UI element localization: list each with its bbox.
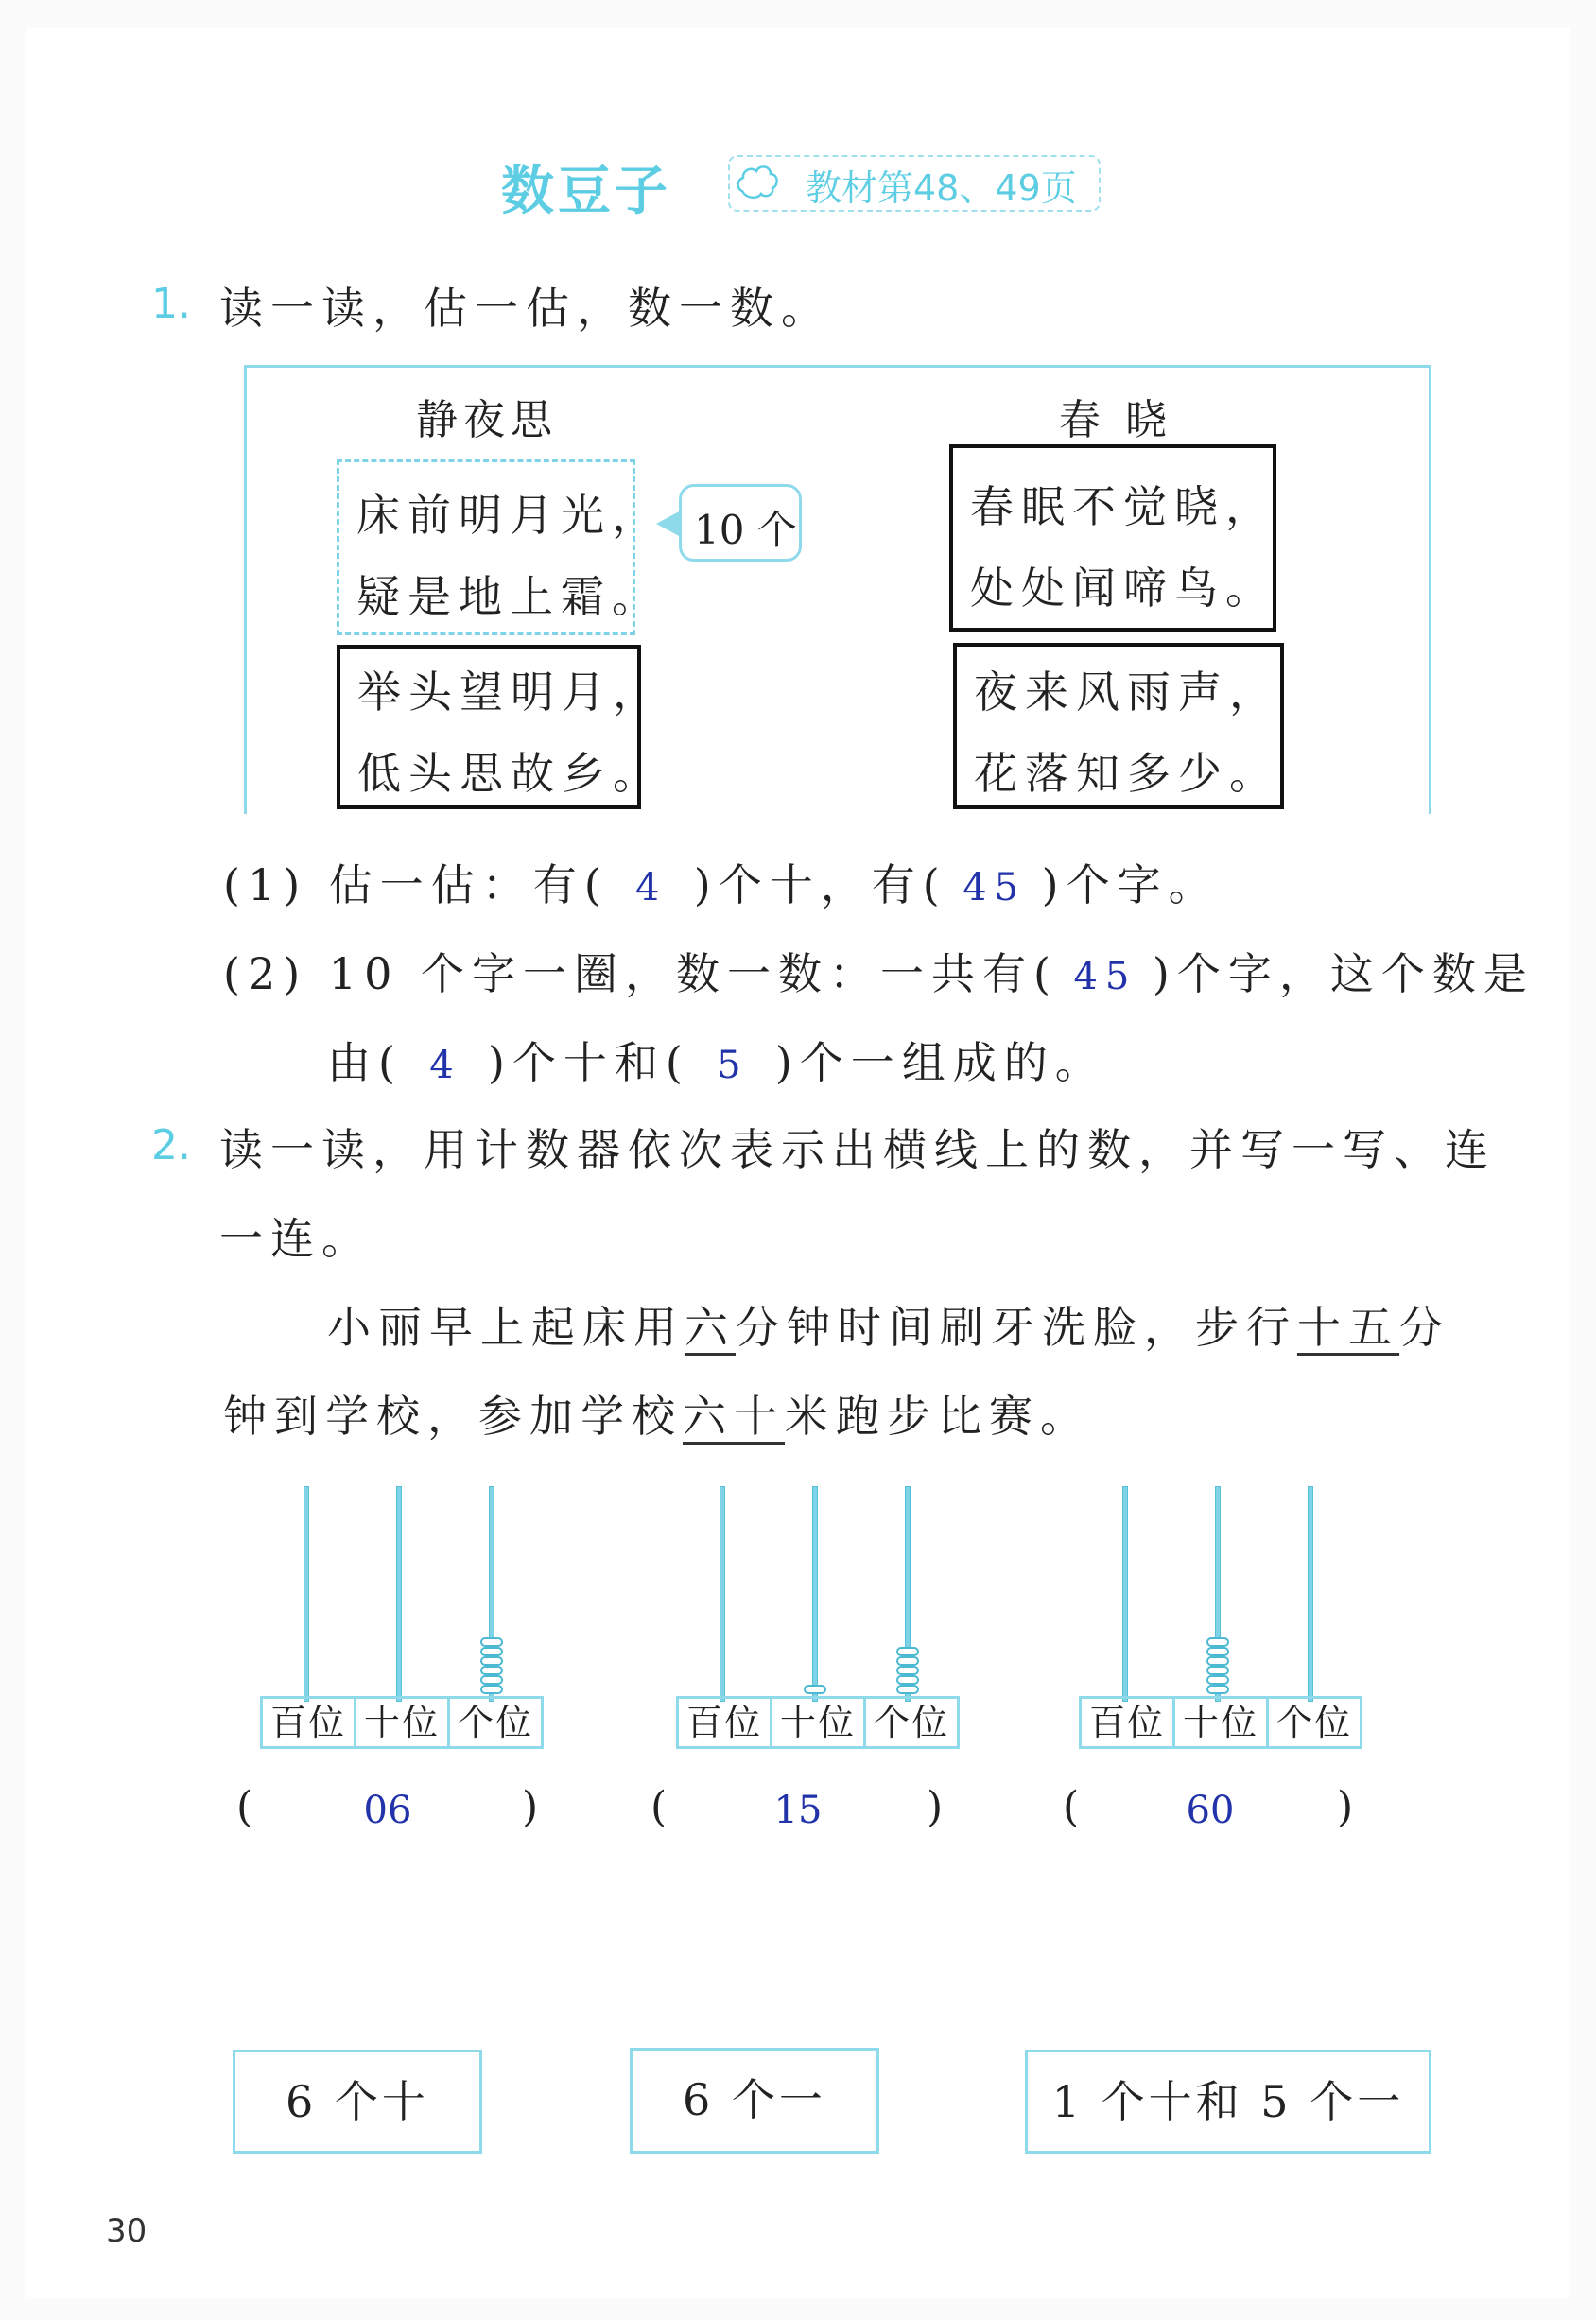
bubble-tail — [656, 511, 681, 537]
place-label-ones: 个位 — [1275, 1702, 1352, 1743]
sub-question-2-line-2 — [327, 1029, 1106, 1091]
question-2-number: 2. — [151, 1121, 191, 1169]
question-1-number: 1. — [151, 280, 191, 328]
abacus-2 — [671, 1475, 964, 1758]
poem-line: 举头望明月， — [357, 667, 664, 718]
poem-2-group-1 — [949, 444, 1276, 632]
sub-question-1 — [223, 851, 1220, 913]
place-label-hundreds: 百位 — [263, 1699, 356, 1746]
question-2-text-line-2: 一连。 — [219, 1213, 373, 1264]
place-label-hundreds: 百位 — [679, 1699, 772, 1746]
abacus-rod-tens — [396, 1486, 402, 1702]
sub-question-2-text-b: )个字，这个数是 — [1152, 948, 1535, 999]
abacus-bead — [480, 1675, 503, 1685]
page-title: 数豆子 — [501, 161, 671, 222]
poem-1-group-1 — [337, 459, 663, 635]
abacus-bead — [896, 1656, 919, 1666]
poem-line: 花落知多少。 — [974, 748, 1280, 799]
sub-question-2-text-d: )个十和( — [487, 1037, 690, 1088]
abacus-bead — [896, 1675, 919, 1685]
place-value-labels — [260, 1696, 544, 1749]
place-label-tens: 十位 — [1175, 1699, 1269, 1746]
paren-close: ) — [927, 1783, 944, 1831]
place-label-tens: 十位 — [356, 1699, 450, 1746]
poem-line: 夜来风雨声， — [974, 667, 1280, 718]
sub-question-1-text-c: )个字。 — [1041, 859, 1220, 910]
paren-open: ( — [236, 1783, 253, 1831]
poem-line: 低头思故乡。 — [357, 748, 664, 799]
sub-question-2-text-e: )个一组成的。 — [774, 1037, 1106, 1088]
abacus-bead — [480, 1685, 503, 1694]
poem-line: 疑是地上霜。 — [356, 571, 663, 622]
abacus-bead — [804, 1685, 826, 1694]
story-line-1 — [327, 1293, 1450, 1356]
underlined-number: 六十 — [683, 1391, 785, 1445]
place-value-labels — [676, 1696, 960, 1749]
story-text: 米跑步比赛。 — [785, 1391, 1091, 1442]
abacus-rod-hundreds — [1122, 1486, 1128, 1702]
answer-input[interactable]: 45 — [1073, 955, 1137, 998]
sub-question-2-text-a: 10 个字一圈，数一数：一共有( — [328, 948, 1058, 999]
textbook-reference: 教材第48、49页 — [806, 167, 1077, 209]
question-1-text: 读一读，估一估，数一数。 — [219, 283, 832, 334]
abacus-bead — [480, 1647, 503, 1656]
abacus-1-answer[interactable]: 06 — [363, 1789, 412, 1832]
abacus-1 — [255, 1475, 548, 1758]
answer-input[interactable]: 4 — [429, 1044, 461, 1087]
place-value-labels — [1079, 1696, 1362, 1749]
paren-close: ) — [1337, 1783, 1354, 1831]
poem-line: 春眠不觉晓， — [970, 481, 1276, 532]
abacus-bead — [1206, 1666, 1229, 1675]
abacus-rod-hundreds — [304, 1486, 309, 1702]
paren-close: ) — [522, 1783, 539, 1831]
option-six-tens[interactable]: 6 个十 — [233, 2050, 482, 2154]
story-text: 小丽早上起床用 — [327, 1302, 685, 1353]
sub-question-1-text-a: 估一估：有( — [328, 859, 609, 910]
underlined-number: 十五 — [1297, 1302, 1399, 1356]
question-2-text-line-1: 读一读，用计数器依次表示出横线上的数，并写一写、连 — [219, 1124, 1496, 1175]
story-text: 钟到学校，参加学校 — [223, 1391, 683, 1442]
cloud-icon — [733, 157, 782, 206]
sub-question-2-text-c: 由( — [327, 1037, 403, 1088]
abacus-bead — [480, 1666, 503, 1675]
abacus-bead — [480, 1637, 503, 1647]
abacus-bead — [1206, 1656, 1229, 1666]
story-text: 分钟时间刷牙洗脸，步行 — [736, 1302, 1297, 1353]
poem-1-group-2 — [337, 645, 664, 809]
sub-question-1-label: (1) — [223, 859, 308, 910]
abacus-3-answer[interactable]: 60 — [1186, 1789, 1235, 1832]
answer-input[interactable]: 4 — [635, 866, 668, 909]
paren-open: ( — [1063, 1783, 1080, 1831]
count-bubble-text: 10 个 — [694, 507, 797, 553]
abacus-bead — [1206, 1675, 1229, 1685]
poem-line: 处处闻啼鸟。 — [970, 563, 1276, 614]
abacus-bead — [896, 1647, 919, 1656]
page-number: 30 — [106, 2212, 147, 2250]
abacus-rod-tens — [812, 1486, 818, 1702]
abacus-bead — [1206, 1647, 1229, 1656]
place-label-ones: 个位 — [873, 1702, 949, 1743]
paren-open: ( — [651, 1783, 668, 1831]
abacus-bead — [1206, 1637, 1229, 1647]
sub-question-1-text-b: )个十，有( — [693, 859, 947, 910]
abacus-2-answer[interactable]: 15 — [773, 1789, 823, 1832]
poem-2-title: 春 晓 — [1059, 396, 1172, 444]
abacus-rod-hundreds — [720, 1486, 725, 1702]
underlined-number: 六 — [685, 1302, 736, 1356]
sub-question-2-label: (2) — [223, 948, 308, 999]
abacus-bead — [480, 1656, 503, 1666]
story-text: 分 — [1399, 1302, 1450, 1353]
abacus-bead — [896, 1666, 919, 1675]
option-one-ten-five-ones[interactable]: 1 个十和 5 个一 — [1025, 2050, 1431, 2154]
story-line-2 — [223, 1382, 1091, 1445]
answer-input[interactable]: 45 — [963, 866, 1027, 909]
abacus-3 — [1074, 1475, 1367, 1758]
place-label-tens: 十位 — [772, 1699, 866, 1746]
abacus-bead — [896, 1685, 919, 1694]
abacus-bead — [1206, 1685, 1229, 1694]
sub-question-2-line-1 — [223, 940, 1535, 1002]
option-six-ones[interactable]: 6 个一 — [630, 2048, 879, 2154]
place-label-hundreds: 百位 — [1082, 1699, 1175, 1746]
poem-line: 床前明月光， — [356, 490, 663, 541]
abacus-rod-ones — [1308, 1486, 1313, 1702]
answer-input[interactable]: 5 — [717, 1044, 749, 1087]
poem-1-title: 静夜思 — [416, 396, 558, 444]
place-label-ones: 个位 — [457, 1702, 533, 1743]
poem-2-group-2 — [953, 643, 1284, 809]
